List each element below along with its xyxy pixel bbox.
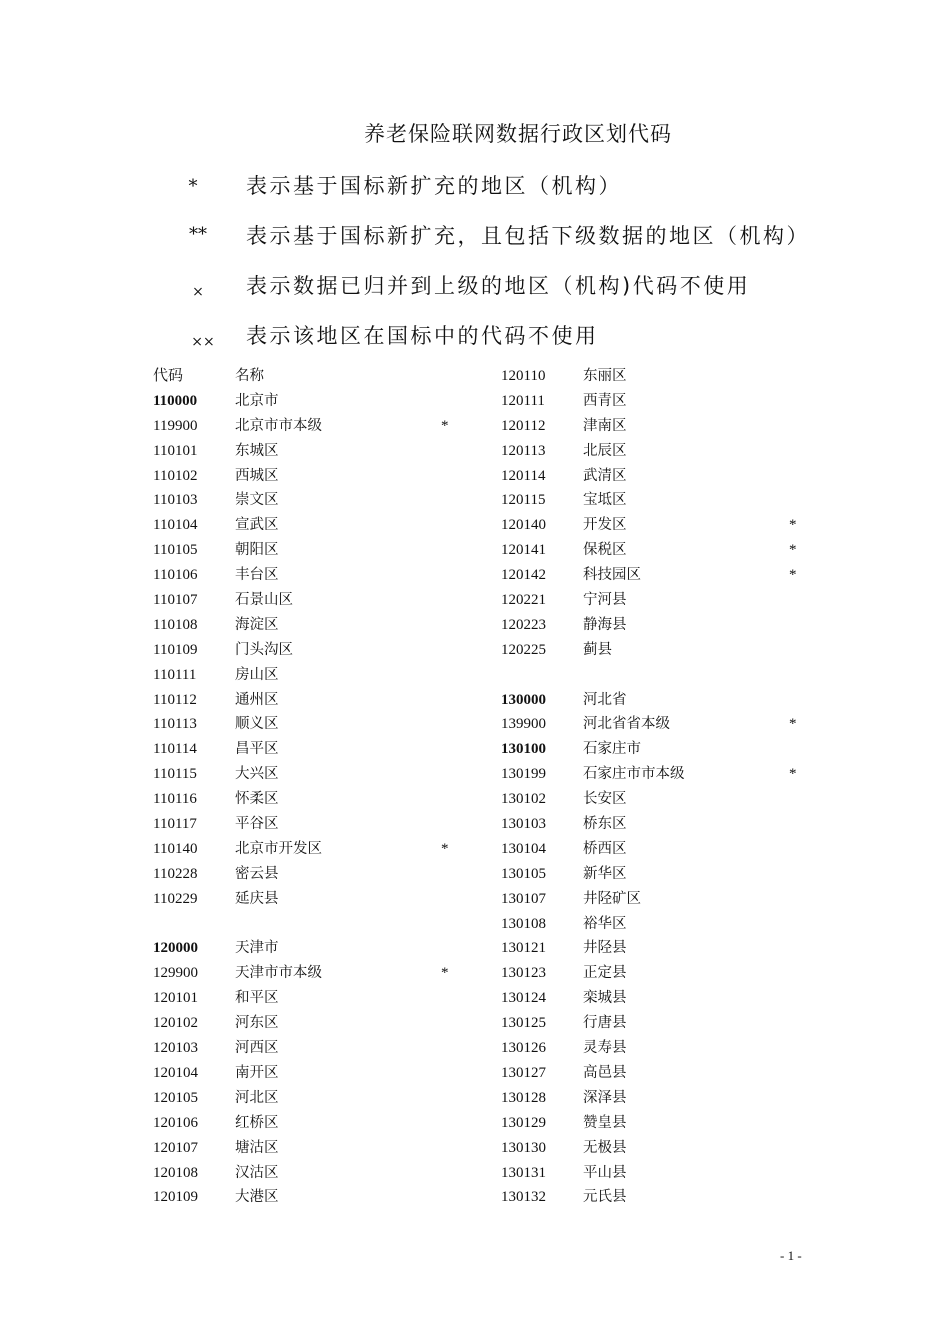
- table-row: [501, 1036, 841, 1061]
- table-row: [501, 737, 841, 762]
- region-code: 110117: [153, 816, 197, 833]
- region-code: 130125: [501, 1015, 546, 1032]
- table-row: [153, 663, 493, 688]
- region-code: 110115: [153, 766, 197, 783]
- region-code: 120113: [501, 442, 546, 459]
- region-code: 120142: [501, 567, 546, 584]
- region-code: 130123: [501, 965, 546, 982]
- table-row: [153, 986, 493, 1011]
- region-name: 通州区: [235, 691, 279, 708]
- table-row: [501, 588, 841, 613]
- region-name: 赞皇县: [583, 1114, 627, 1131]
- region-name: 桥西区: [583, 840, 627, 857]
- region-name: 北京市开发区: [235, 840, 322, 857]
- region-code: 120225: [501, 641, 546, 658]
- region-code: 120140: [501, 517, 546, 534]
- region-code: 110106: [153, 567, 198, 584]
- region-name: 北京市: [235, 392, 279, 409]
- table-row: [153, 712, 493, 737]
- table-row: [501, 613, 841, 638]
- region-name: 高邑县: [583, 1064, 627, 1081]
- region-name: 平山县: [583, 1164, 627, 1181]
- table-row: [153, 737, 493, 762]
- region-name: 元氏县: [583, 1189, 627, 1206]
- table-row: [153, 1036, 493, 1061]
- region-code: 120102: [153, 1015, 198, 1032]
- region-code: 110109: [153, 641, 198, 658]
- region-code: 110104: [153, 517, 198, 534]
- region-name: 行唐县: [583, 1015, 627, 1032]
- table-row: [501, 1136, 841, 1161]
- table-row: [501, 912, 841, 937]
- region-name: 顺义区: [235, 716, 279, 733]
- region-name: 河西区: [235, 1040, 279, 1057]
- table-row: [501, 787, 841, 812]
- table-row: [501, 638, 841, 663]
- region-name: 河北区: [235, 1089, 279, 1106]
- region-name: 河东区: [235, 1015, 279, 1032]
- table-row: [501, 1086, 841, 1111]
- region-name: 科技园区: [583, 567, 641, 584]
- table-row: [153, 389, 493, 414]
- region-name: 崇文区: [235, 492, 279, 509]
- table-row: [153, 364, 493, 389]
- region-code: 130131: [501, 1164, 546, 1181]
- region-code: 130128: [501, 1089, 546, 1106]
- region-code: 120110: [501, 368, 546, 384]
- region-code: 130100: [501, 741, 546, 758]
- region-name: 裕华区: [583, 915, 627, 932]
- region-name: 石家庄市市本级: [583, 766, 685, 783]
- legend-text: 表示基于国标新扩充的地区（机构）: [246, 174, 622, 198]
- table-row: [153, 887, 493, 912]
- region-code: 110113: [153, 716, 197, 733]
- region-star: *: [789, 716, 797, 733]
- table-row: [501, 712, 841, 737]
- region-name: 灵寿县: [583, 1040, 627, 1057]
- table-row: [153, 862, 493, 887]
- table-row: [501, 663, 841, 688]
- region-star: *: [789, 766, 797, 783]
- region-code: 110000: [153, 392, 198, 409]
- region-code: 120103: [153, 1040, 198, 1057]
- region-code: 130129: [501, 1114, 546, 1131]
- table-row: [501, 1161, 841, 1186]
- region-code: 130102: [501, 791, 546, 808]
- table-row: [153, 1061, 493, 1086]
- region-code: 110140: [153, 840, 198, 857]
- table-row: [501, 563, 841, 588]
- region-code: 110114: [153, 741, 197, 758]
- table-row: [153, 414, 493, 439]
- region-name: 宁河县: [583, 592, 627, 609]
- region-name: 无极县: [583, 1139, 627, 1156]
- table-row: [153, 638, 493, 663]
- table-row: [153, 762, 493, 787]
- code-table-right-column: [501, 364, 841, 1210]
- region-code: 120115: [501, 492, 546, 509]
- table-row: [153, 1086, 493, 1111]
- table-row: [153, 912, 493, 937]
- region-code: 110112: [153, 691, 197, 708]
- region-code: 139900: [501, 716, 546, 733]
- region-code: 130130: [501, 1139, 546, 1156]
- region-name: 井陉县: [583, 940, 627, 957]
- table-row: [501, 464, 841, 489]
- region-code: 120112: [501, 417, 546, 434]
- region-code: 110116: [153, 791, 197, 808]
- region-code: 120223: [501, 616, 546, 633]
- region-code: 130000: [501, 691, 546, 708]
- table-row: [153, 1111, 493, 1136]
- region-code: 120141: [501, 542, 546, 559]
- table-row: [153, 1185, 493, 1210]
- region-name: 长安区: [583, 791, 627, 808]
- table-row: [501, 488, 841, 513]
- region-name: 河北省: [583, 691, 627, 708]
- region-code: 110229: [153, 890, 198, 907]
- region-code: 130107: [501, 890, 546, 907]
- table-row: [153, 812, 493, 837]
- region-name: 延庆县: [235, 890, 279, 907]
- region-name: 津南区: [583, 417, 627, 434]
- region-name: 西青区: [583, 392, 627, 409]
- document-title: 养老保险联网数据行政区划代码: [364, 122, 672, 146]
- region-name: 深泽县: [583, 1089, 627, 1106]
- table-row: [501, 364, 841, 389]
- table-row: [153, 439, 493, 464]
- legend-mark: **: [189, 224, 207, 245]
- region-code: 110101: [153, 442, 198, 459]
- table-row: [153, 538, 493, 563]
- region-name: 密云县: [235, 865, 279, 882]
- region-name: 和平区: [235, 990, 279, 1007]
- table-row: [501, 439, 841, 464]
- table-row: [501, 1011, 841, 1036]
- region-name: 塘沽区: [235, 1139, 279, 1156]
- table-row: [153, 513, 493, 538]
- region-code: 120106: [153, 1114, 198, 1131]
- table-row: [153, 464, 493, 489]
- region-name: 海淀区: [235, 616, 279, 633]
- table-row: [153, 961, 493, 986]
- page-number: - 1 -: [780, 1248, 802, 1263]
- region-name: 井陉矿区: [583, 890, 641, 907]
- legend-mark: ××: [191, 334, 215, 350]
- legend-mark: ×: [192, 284, 204, 300]
- region-name: 昌平区: [235, 741, 279, 758]
- legend-text: 表示数据已归并到上级的地区（机构)代码不使用: [246, 274, 751, 298]
- region-name: 武清区: [583, 467, 627, 484]
- table-row: [153, 787, 493, 812]
- table-row: [501, 961, 841, 986]
- region-name: 天津市市本级: [235, 965, 322, 982]
- region-name: 东丽区: [583, 368, 627, 384]
- table-row: [153, 488, 493, 513]
- region-name: 丰台区: [235, 567, 279, 584]
- region-code: 120000: [153, 940, 198, 957]
- region-star: *: [789, 517, 797, 534]
- region-code: 120104: [153, 1064, 198, 1081]
- region-code: 120221: [501, 592, 546, 609]
- region-star: *: [789, 567, 797, 584]
- region-code: 120114: [501, 467, 546, 484]
- region-code: 130199: [501, 766, 546, 783]
- legend-text: 表示该地区在国标中的代码不使用: [246, 324, 599, 348]
- region-name: 北辰区: [583, 442, 627, 459]
- region-code: 120109: [153, 1189, 198, 1206]
- region-name: 名称: [235, 368, 264, 384]
- region-code: 130132: [501, 1189, 546, 1206]
- region-name: 房山区: [235, 666, 279, 683]
- region-name: 宝坻区: [583, 492, 627, 509]
- region-code: 110102: [153, 467, 198, 484]
- region-code: 130108: [501, 915, 546, 932]
- region-name: 红桥区: [235, 1114, 279, 1131]
- region-name: 新华区: [583, 865, 627, 882]
- region-name: 河北省省本级: [583, 716, 670, 733]
- region-name: 天津市: [235, 940, 279, 957]
- region-code: 110103: [153, 492, 198, 509]
- region-code: 129900: [153, 965, 198, 982]
- region-code: 130127: [501, 1064, 546, 1081]
- table-row: [501, 837, 841, 862]
- region-code: 110111: [153, 666, 197, 683]
- region-code: 110108: [153, 616, 198, 633]
- table-row: [501, 936, 841, 961]
- table-row: [501, 688, 841, 713]
- table-row: [501, 1185, 841, 1210]
- region-name: 朝阳区: [235, 542, 279, 559]
- region-name: 东城区: [235, 442, 279, 459]
- table-row: [501, 414, 841, 439]
- region-code: 110107: [153, 592, 198, 609]
- region-name: 宣武区: [235, 517, 279, 534]
- table-row: [153, 563, 493, 588]
- region-code: 130105: [501, 865, 546, 882]
- region-name: 蓟县: [583, 641, 612, 658]
- region-name: 西城区: [235, 467, 279, 484]
- region-code: 119900: [153, 417, 198, 434]
- region-code: 120111: [501, 392, 545, 409]
- region-code: 130124: [501, 990, 546, 1007]
- table-row: [501, 986, 841, 1011]
- region-name: 大兴区: [235, 766, 279, 783]
- region-name: 正定县: [583, 965, 627, 982]
- table-row: [501, 812, 841, 837]
- region-name: 大港区: [235, 1189, 279, 1206]
- table-row: [501, 1111, 841, 1136]
- region-code: 130126: [501, 1040, 546, 1057]
- region-code: 130121: [501, 940, 546, 957]
- table-row: [501, 762, 841, 787]
- region-code: 120107: [153, 1139, 198, 1156]
- table-row: [153, 936, 493, 961]
- region-name: 桥东区: [583, 816, 627, 833]
- region-code: 110228: [153, 865, 198, 882]
- region-code: 130103: [501, 816, 546, 833]
- region-star: *: [789, 542, 797, 559]
- region-star: *: [441, 965, 449, 982]
- table-row: [153, 1011, 493, 1036]
- region-name: 石景山区: [235, 592, 293, 609]
- table-row: [501, 862, 841, 887]
- legend-mark: *: [188, 176, 198, 197]
- table-row: [153, 613, 493, 638]
- region-code: 代码: [153, 368, 184, 384]
- region-code: 120105: [153, 1089, 198, 1106]
- table-row: [501, 538, 841, 563]
- table-row: [501, 389, 841, 414]
- region-code: 110105: [153, 542, 198, 559]
- region-name: 怀柔区: [235, 791, 279, 808]
- table-row: [501, 887, 841, 912]
- region-name: 门头沟区: [235, 641, 293, 658]
- region-star: *: [441, 417, 449, 434]
- region-name: 汉沽区: [235, 1164, 279, 1181]
- region-name: 开发区: [583, 517, 627, 534]
- region-name: 南开区: [235, 1064, 279, 1081]
- region-code: 120101: [153, 990, 198, 1007]
- region-name: 北京市市本级: [235, 417, 322, 434]
- region-name: 静海县: [583, 616, 627, 633]
- table-row: [153, 588, 493, 613]
- table-row: [153, 1136, 493, 1161]
- region-name: 保税区: [583, 542, 627, 559]
- table-row: [153, 688, 493, 713]
- region-code: 130104: [501, 840, 546, 857]
- table-row: [153, 1161, 493, 1186]
- region-code: 120108: [153, 1164, 198, 1181]
- region-star: *: [441, 840, 449, 857]
- region-name: 栾城县: [583, 990, 627, 1007]
- table-row: [501, 513, 841, 538]
- table-row: [501, 1061, 841, 1086]
- region-name: 石家庄市: [583, 741, 641, 758]
- table-row: [153, 837, 493, 862]
- code-table-left-column: [153, 364, 493, 1210]
- region-name: 平谷区: [235, 816, 279, 833]
- legend-text: 表示基于国标新扩充，且包括下级数据的地区（机构）: [246, 224, 810, 248]
